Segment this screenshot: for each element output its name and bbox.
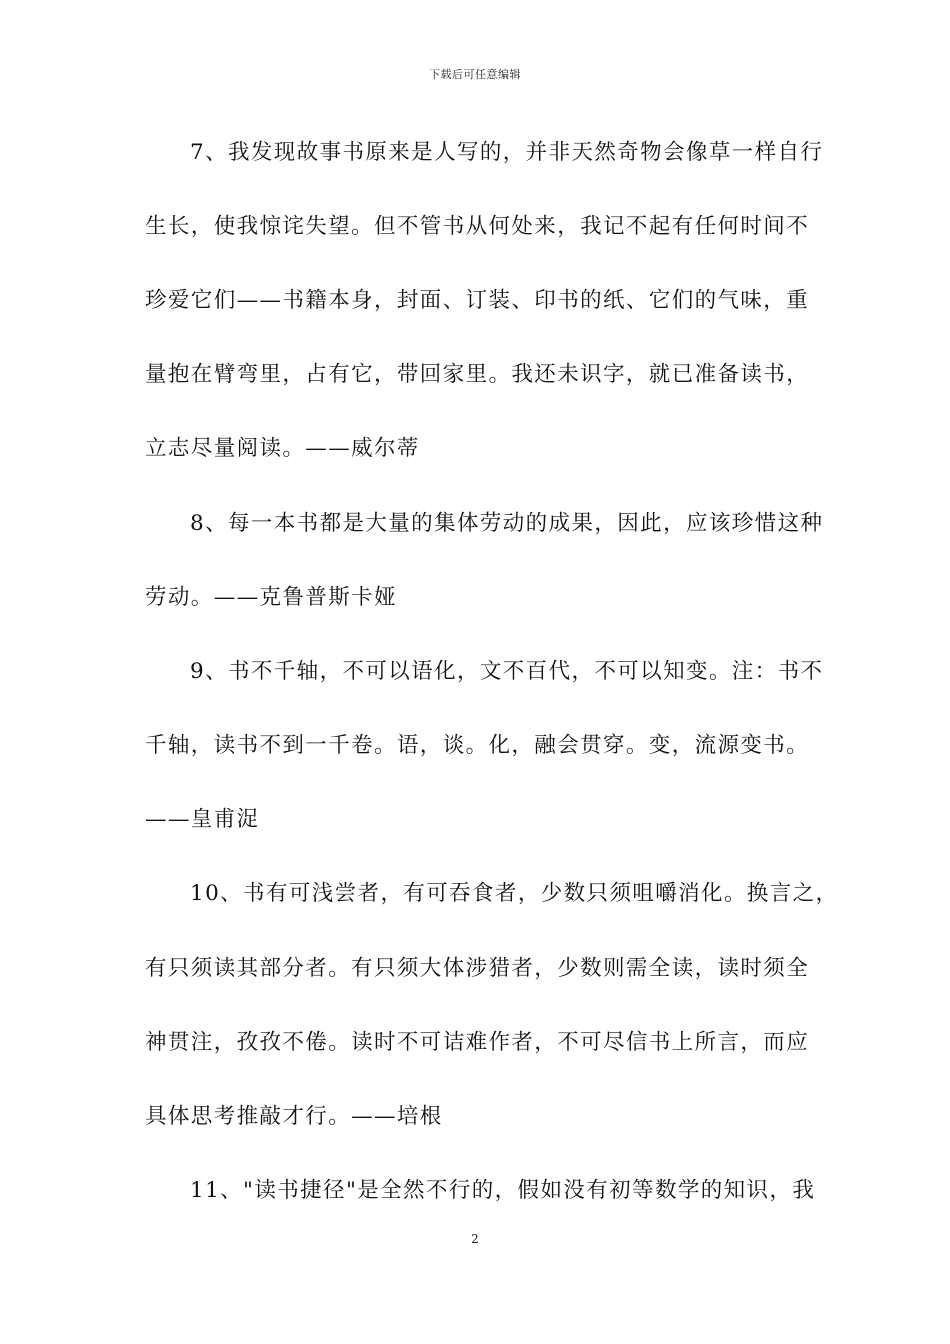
paragraph-10-line-2: 有只须读其部分者。有只须大体涉猎者，少数则需全读，读时须全	[145, 956, 810, 981]
page-number: 2	[471, 1232, 479, 1246]
paragraph-9-line-2: 千轴，读书不到一千卷。语，谈。化，融会贯穿。变，流源变书。	[145, 733, 810, 758]
paragraph-10-line-4: 具体思考推敲才行。——培根	[145, 1104, 443, 1129]
paragraph-7-line-2: 生长，使我惊诧失望。但不管书从何处来，我记不起有任何时间不	[145, 214, 810, 239]
paragraph-7-line-3: 珍爱它们——书籍本身，封面、订装、印书的纸、它们的气味，重	[145, 288, 810, 313]
paragraph-8-line-2: 劳动。——克鲁普斯卡娅	[145, 585, 397, 610]
page-header: 下载后可任意编辑	[429, 68, 521, 81]
paragraph-10-line-3: 神贯注，孜孜不倦。读时不可诘难作者，不可尽信书上所言，而应	[145, 1030, 810, 1055]
paragraph-7-line-4: 量抱在臂弯里，占有它，带回家里。我还未识字，就已准备读书，	[145, 362, 810, 387]
paragraph-7-line-5: 立志尽量阅读。——威尔蒂	[145, 436, 420, 461]
paragraph-11-line-1: 11、"读书捷径"是全然不行的，假如没有初等数学的知识，我	[190, 1178, 816, 1203]
paragraph-10-line-1: 10、书有可浅尝者，有可吞食者，少数只须咀嚼消化。换言之，	[190, 881, 839, 906]
paragraph-7-line-1: 7、我发现故事书原来是人写的，并非天然奇物会像草一样自行	[190, 140, 824, 165]
paragraph-9-line-3: ——皇甫浞	[145, 807, 260, 832]
paragraph-8-line-1: 8、每一本书都是大量的集体劳动的成果，因此，应该珍惜这种	[190, 511, 824, 536]
paragraph-9-line-1: 9、书不千轴，不可以语化，文不百代，不可以知变。注：书不	[190, 659, 824, 684]
